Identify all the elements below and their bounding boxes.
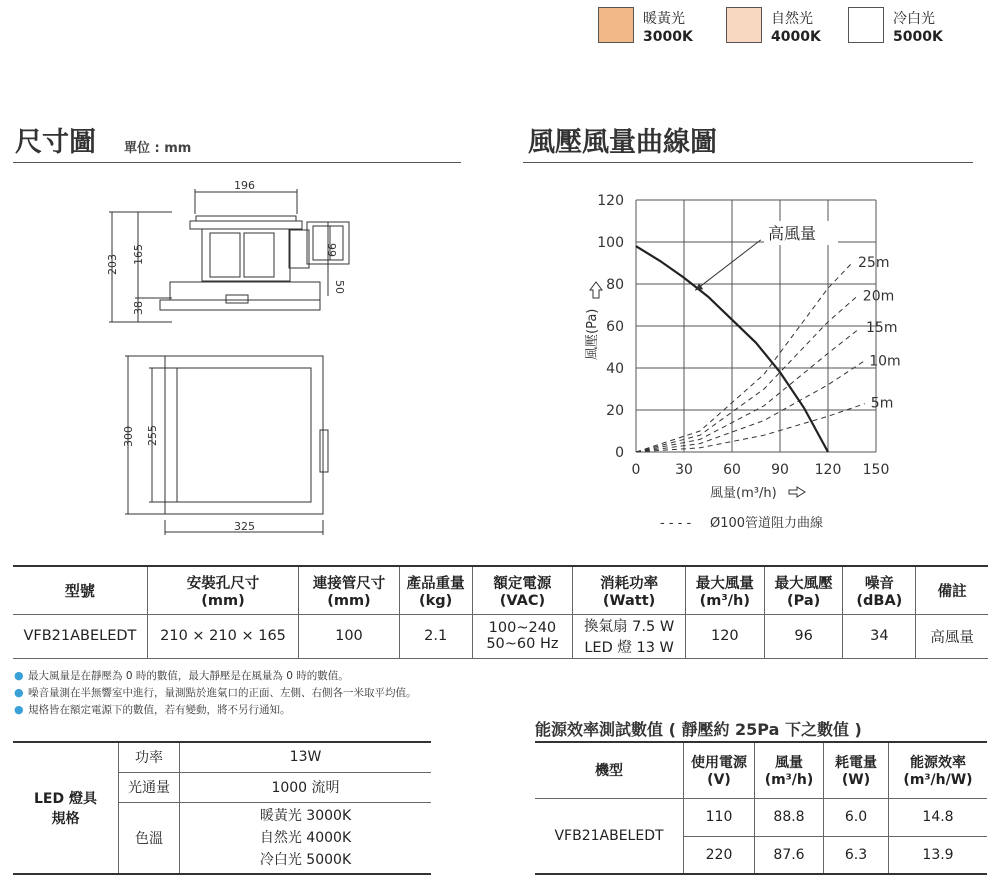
eff-p-110: 6.0 (824, 798, 889, 836)
x-tick-label: 30 (675, 462, 693, 478)
duct-curve-label: 10m (869, 353, 901, 370)
cell-note: 高風量 (916, 614, 988, 658)
x-tick-label: 150 (862, 462, 890, 478)
eff-th-flow: 風量 (m³/h) (755, 742, 824, 798)
series-label: 高風量 (768, 224, 817, 243)
eff-v-110: 110 (684, 798, 755, 836)
eff-p-220: 6.3 (824, 836, 889, 874)
arrow-up-icon (590, 282, 602, 298)
duct-curve (636, 404, 865, 452)
dimension-rule (13, 162, 461, 163)
natural-k: 4000K (771, 29, 821, 45)
y-axis-label: 風壓(Pa) (585, 308, 600, 360)
x-tick-label: 60 (723, 462, 741, 478)
cell-model: VFB21ABELEDT (13, 614, 147, 658)
duct-curve-label: 20m (862, 288, 895, 305)
dim-196: 196 (234, 179, 255, 192)
duct-curve (636, 362, 863, 452)
note-item: ● 最大風量是在靜壓為 0 時的數值，最大靜壓是在風量為 0 時的數值。 (14, 669, 349, 682)
dimension-drawing (95, 178, 365, 538)
led-title: LED 燈具 規格 (13, 742, 119, 874)
dim-99: 99 (325, 243, 338, 257)
duct-curve-label: 25m (858, 255, 890, 271)
y-tick-label: 40 (606, 361, 624, 377)
legend-text: Ø100管道阻力曲線 (710, 516, 824, 530)
dim-300: 300 (122, 426, 135, 447)
th-noise: 噪音 (dBA) (843, 566, 916, 614)
duct-curve-label: 15m (866, 320, 898, 337)
cell-hole: 210 × 210 × 165 (147, 614, 298, 658)
led-table (13, 741, 431, 875)
dimension-title: 尺寸圖 (15, 127, 96, 158)
warm-name: 暖黃光 (643, 11, 685, 27)
cell-airflow: 120 (685, 614, 764, 658)
cell-pressure: 96 (764, 614, 843, 658)
dim-50: 50 (333, 280, 346, 294)
dim-255: 255 (146, 425, 159, 446)
x-tick-label: 120 (814, 462, 842, 478)
swatch-natural (726, 7, 762, 43)
y-tick-label: 120 (597, 193, 624, 209)
y-tick-label: 100 (597, 235, 624, 251)
swatch-warm-label (643, 10, 693, 46)
series-callout (695, 240, 761, 290)
x-tick-label: 90 (771, 462, 789, 478)
th-pipe: 連接管尺寸 (mm) (299, 566, 400, 614)
eff-v-220: 220 (684, 836, 755, 874)
eff-th-model: 機型 (535, 742, 684, 798)
dim-203: 203 (106, 254, 119, 275)
y-tick-label: 60 (606, 319, 624, 335)
th-weight: 產品重量 (kg) (399, 566, 472, 614)
th-voltage: 額定電源 (VAC) (472, 566, 573, 614)
led-v-lumen: 1000 流明 (180, 772, 432, 802)
th-note: 備註 (916, 566, 988, 614)
duct-curve (636, 263, 852, 452)
led-k-power: 功率 (119, 742, 180, 772)
swatch-cool (848, 7, 884, 43)
efficiency-table (535, 741, 987, 875)
note-item: ● 噪音量測在半無響室中進行，量測點於進氣口的正面、左側、右側各一米取平均值。 (14, 686, 417, 699)
swatch-warm (598, 7, 634, 43)
cell-noise: 34 (843, 614, 916, 658)
eff-f-220: 87.6 (755, 836, 824, 874)
eff-model: VFB21ABELEDT (554, 827, 664, 844)
eff-f-110: 88.8 (755, 798, 824, 836)
chart-rule (523, 162, 973, 163)
x-axis-label: 風量(m³/h) (710, 486, 777, 501)
duct-curve (636, 297, 857, 452)
led-k-lumen: 光通量 (119, 772, 180, 802)
natural-name: 自然光 (771, 11, 813, 27)
spec-table (13, 565, 988, 659)
legend-dashes: - - - - (660, 516, 692, 530)
eff-e-220: 13.9 (889, 836, 988, 874)
led-v-power: 13W (180, 742, 432, 772)
y-tick-label: 20 (606, 403, 624, 419)
th-airflow: 最大風量 (m³/h) (685, 566, 764, 614)
cool-k: 5000K (893, 29, 943, 45)
x-tick-label: 0 (631, 462, 641, 478)
cell-weight: 2.1 (399, 614, 472, 658)
dimension-unit: 單位 : mm (124, 141, 192, 156)
led-v-cct: 暖黃光 3000K 自然光 4000K 冷白光 5000K (180, 802, 432, 874)
dim-165: 165 (132, 244, 145, 265)
warm-k: 3000K (643, 29, 693, 45)
cell-power: 換氣扇 7.5 W LED 燈 13 W (573, 614, 686, 658)
chart-title: 風壓風量曲線圖 (528, 127, 717, 158)
eff-th-power: 耗電量 (W) (824, 742, 889, 798)
eff-th-eff: 能源效率 (m³/h/W) (889, 742, 988, 798)
pressure-airflow-chart (560, 180, 940, 530)
eff-e-110: 14.8 (889, 798, 988, 836)
cell-pipe: 100 (299, 614, 400, 658)
duct-curve-label: 5m (870, 395, 894, 412)
led-k-cct: 色溫 (119, 802, 180, 874)
arrow-right-icon (789, 487, 805, 497)
y-tick-label: 0 (615, 445, 624, 461)
note-item: ● 規格皆在額定電源下的數值，若有變動，將不另行通知。 (14, 703, 291, 716)
duct-curve (636, 328, 860, 452)
y-tick-label: 80 (606, 277, 624, 293)
dim-325: 325 (234, 520, 255, 533)
dim-38: 38 (132, 301, 145, 315)
swatch-cool-label (893, 10, 943, 46)
th-hole: 安裝孔尺寸 (mm) (147, 566, 298, 614)
notes (14, 667, 417, 718)
th-model: 型號 (13, 566, 147, 614)
th-pressure: 最大風壓 (Pa) (764, 566, 843, 614)
cell-voltage: 100~240 50~60 Hz (472, 614, 573, 658)
th-power: 消耗功率 (Watt) (573, 566, 686, 614)
efficiency-title: 能源效率測試數值 ( 靜壓約 25Pa 下之數值 ) (535, 720, 862, 739)
cool-name: 冷白光 (893, 11, 935, 27)
swatch-natural-label (771, 10, 821, 46)
eff-th-voltage: 使用電源 (V) (684, 742, 755, 798)
